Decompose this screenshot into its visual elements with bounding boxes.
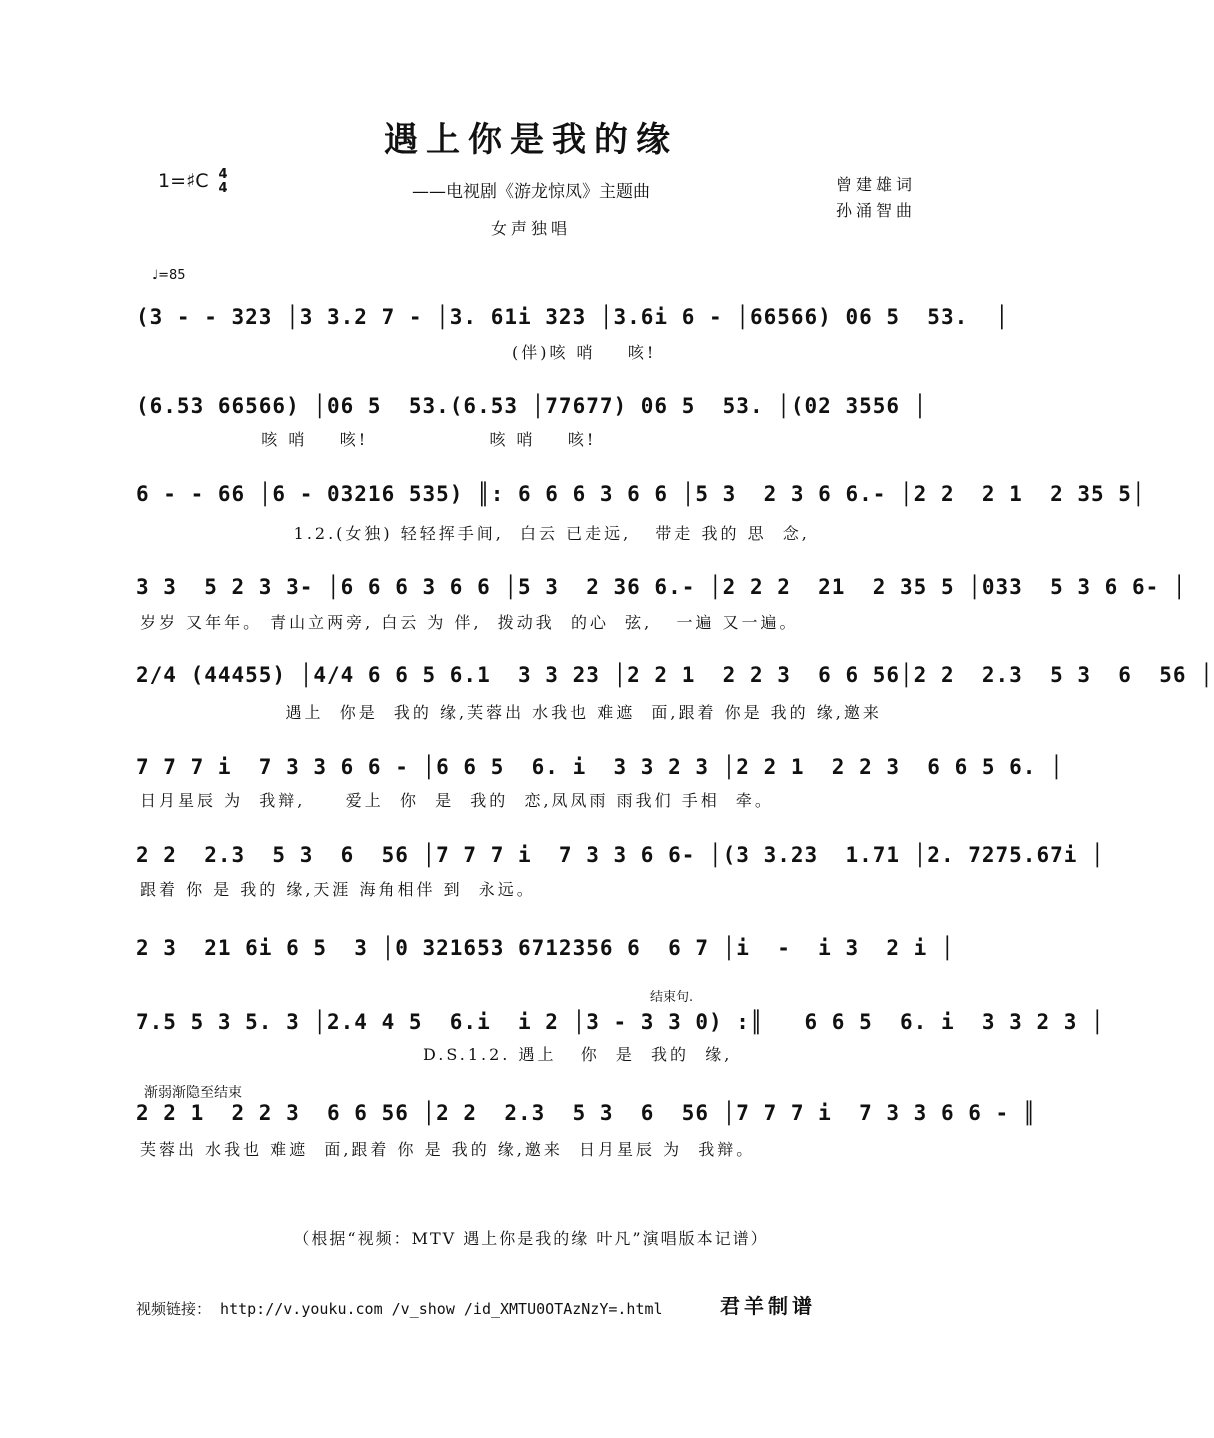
key-signature: 1=♯C xyxy=(158,170,209,192)
score-line-9: 7.5 5 3 5. 3 │2.4 4 5 6.i i 2 │3 - 3 3 0) :║ 6 6 5 6. i 3 3 2 3 │ xyxy=(136,1010,1105,1034)
video-link-url[interactable]: http://v.youku.com /v_show /id_XMTU0OTAzNzY=.html xyxy=(220,1300,663,1318)
lyric-line-10: 芙蓉出 水我也 难遮 面,跟着 你 是 我的 缘,邀来 日月星辰 为 我辩。 xyxy=(140,1140,756,1159)
score-line-3: 6 - - 66 │6 - 03216 535) ║: 6 6 6 3 6 6 │5 3 2 3 6 6.- │2 2 2 1 2 35 5│ xyxy=(136,482,1146,506)
lyric-line-6: 日月星辰 为 我辩, 爱上 你 是 我的 恋,凤凤雨 雨我们 手相 牵。 xyxy=(140,791,774,810)
lyric-line-9: D.S.1.2. 遇上 你 是 我的 缘, xyxy=(140,1045,733,1064)
lyric-line-3: 1.2.(女独) 轻轻挥手间, 白云 已走远, 带走 我的 思 念, xyxy=(140,524,810,543)
score-line-7: 2 2 2.3 5 3 6 56 │7 7 7 i 7 3 3 6 6- │(3 3.23 1.71 │2. 7275.67i │ xyxy=(136,843,1105,867)
page-title: 遇上你是我的缘 xyxy=(384,120,678,160)
transcription-note: （根据“视频：MTV 遇上你是我的缘 叶凡”演唱版本记谱） xyxy=(293,1229,769,1248)
lyric-line-5: 遇上 你是 我的 缘,芙蓉出 水我也 难遮 面,跟着 你是 我的 缘,邀来 xyxy=(140,703,882,722)
score-line-6: 7 7 7 i 7 3 3 6 6 - │6 6 5 6. i 3 3 2 3 │2 2 1 2 2 3 6 6 5 6. │ xyxy=(136,755,1064,779)
lyric-line-2: 咳 哨 咳! 咳 哨 咳! xyxy=(140,430,597,449)
lyric-line-4: 岁岁 又年年。 青山立两旁, 白云 为 伴, 拨动我 的心 弦, 一遍 又一遍。 xyxy=(140,613,799,632)
lyricist: 曾建雄词 xyxy=(836,175,917,194)
video-link-label: 视频链接： xyxy=(136,1300,212,1318)
score-line-5: 2/4 (44455) │4/4 6 6 5 6.1 3 3 23 │2 2 1 2 2 3 6 6 56│2 2 2.3 5 3 6 56 │ xyxy=(136,663,1214,687)
fade-out-note: 渐弱渐隐至结束 xyxy=(144,1085,242,1101)
coda-label: 结束句. xyxy=(650,990,694,1005)
score-line-1: (3 - - 323 │3 3.2 7 - │3. 61i 323 │3.6i 6 - │66566) 06 5 53. │ xyxy=(136,305,1010,329)
lyric-line-7: 跟着 你 是 我的 缘,天涯 海角相伴 到 永远。 xyxy=(140,880,536,899)
time-signature-bottom: 4 xyxy=(218,181,228,196)
time-signature-top: 4 xyxy=(218,167,228,182)
video-link[interactable] xyxy=(136,1298,663,1319)
arranger-seal: 君羊制谱 xyxy=(720,1294,816,1318)
score-line-2: (6.53 66566) │06 5 53.(6.53 │77677) 06 5 53. │(02 3556 │ xyxy=(136,394,928,418)
composer: 孙涌智曲 xyxy=(836,201,917,220)
score-line-8: 2 3 21 6i 6 5 3 │0 321653 6712356 6 6 7 │i - i 3 2 i │ xyxy=(136,936,955,960)
tempo-marking: ♩=85 xyxy=(152,268,186,283)
score-line-4: 3 3 5 2 3 3- │6 6 6 3 6 6 │5 3 2 36 6.- │2 2 2 21 2 35 5 │033 5 3 6 6- │ xyxy=(136,575,1187,599)
voice-type: 女声独唱 xyxy=(490,219,571,238)
lyric-line-1: (伴)咳 哨 咳! xyxy=(140,343,657,362)
subtitle: ——电视剧《游龙惊凤》主题曲 xyxy=(412,182,650,202)
score-line-10: 2 2 1 2 2 3 6 6 56 │2 2 2.3 5 3 6 56 │7 7 7 i 7 3 3 6 6 - ║ xyxy=(136,1101,1037,1125)
